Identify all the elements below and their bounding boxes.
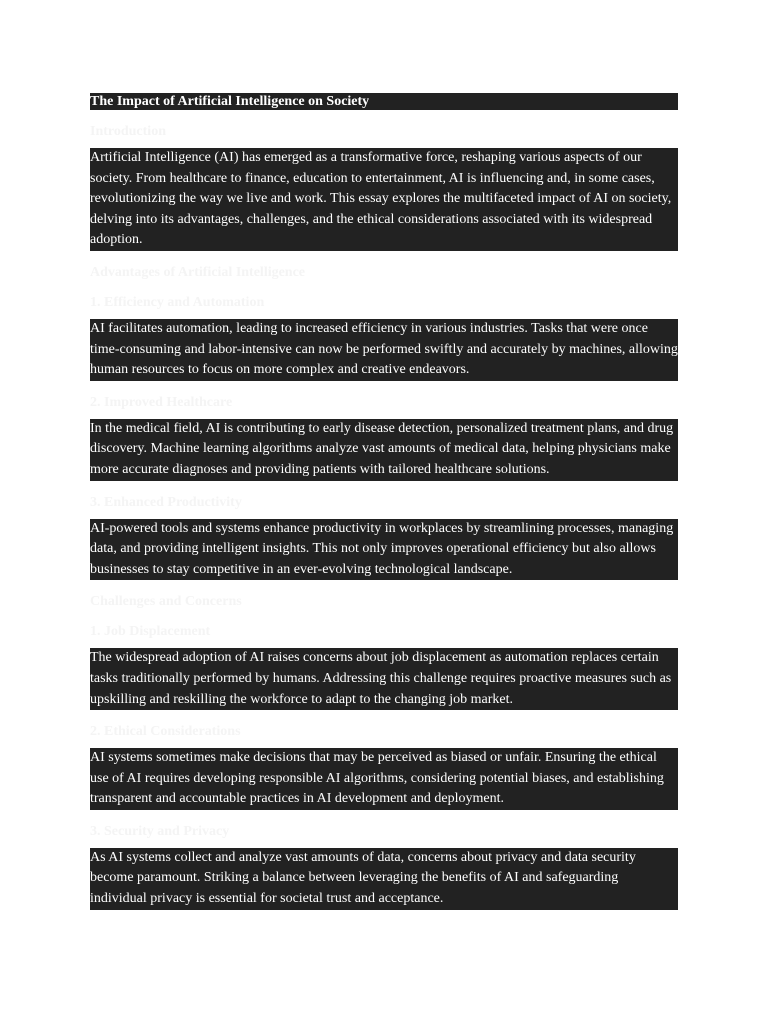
subheading-efficiency-automation: 1. Efficiency and Automation	[90, 294, 265, 310]
paragraph-introduction: Artificial Intelligence (AI) has emerged as a transformative force, reshaping various aspects of our society. From healthcare to finance, education to entertainment, AI is influencing and, in some cases, revolutionizing the way we live and work. This essay explores the multifaceted impact of AI on society, delving into its advantages, challenges, and the ethical considerations associated with its widespread adoption.	[90, 148, 678, 251]
subheading-enhanced-productivity: 3. Enhanced Productivity	[90, 494, 242, 510]
section-heading-challenges: Challenges and Concerns	[90, 594, 242, 610]
section-heading-advantages: Advantages of Artificial Intelligence	[90, 264, 306, 280]
document-title: The Impact of Artificial Intelligence on Society	[90, 93, 678, 110]
paragraph-security-privacy: As AI systems collect and analyze vast amounts of data, concerns about privacy and data security become paramount. Striking a balance between leveraging the benefits of AI and safeguarding individual privacy is essential for societal trust and acceptance.	[90, 848, 678, 910]
paragraph-job-displacement: The widespread adoption of AI raises concerns about job displacement as automation replaces certain tasks traditionally performed by humans. Addressing this challenge requires proactive measures such as upskilling and reskilling the workforce to adapt to the changing job market.	[90, 648, 678, 710]
paragraph-enhanced-productivity: AI-powered tools and systems enhance productivity in workplaces by streamlining processes, managing data, and providing intelligent insights. This not only improves operational efficiency but also allows businesses to stay competitive in an ever-evolving technological landscape.	[90, 519, 678, 581]
subheading-job-displacement: 1. Job Displacement	[90, 624, 211, 640]
subheading-security-privacy: 3. Security and Privacy	[90, 823, 230, 839]
paragraph-efficiency-automation: AI facilitates automation, leading to increased efficiency in various industries. Tasks that were once time-consuming and labor-intensive can now be performed swiftly and accurately by machines, allowing human resources to focus on more complex and creative endeavors.	[90, 319, 678, 381]
section-heading-introduction: Introduction	[90, 124, 166, 139]
subheading-ethical-considerations: 2. Ethical Considerations	[90, 724, 241, 740]
paragraph-improved-healthcare: In the medical field, AI is contributing to early disease detection, personalized treatment plans, and drug discovery. Machine learning algorithms analyze vast amounts of medical data, helping physicians make more accurate diagnoses and providing patients with tailored healthcare solutions.	[90, 419, 678, 481]
subheading-improved-healthcare: 2. Improved Healthcare	[90, 394, 233, 410]
document-body	[90, 93, 678, 910]
paragraph-ethical-considerations: AI systems sometimes make decisions that may be perceived as biased or unfair. Ensuring the ethical use of AI requires developing responsible AI algorithms, considering potential biases, and establishing transparent and accountable practices in AI development and deployment.	[90, 748, 678, 810]
